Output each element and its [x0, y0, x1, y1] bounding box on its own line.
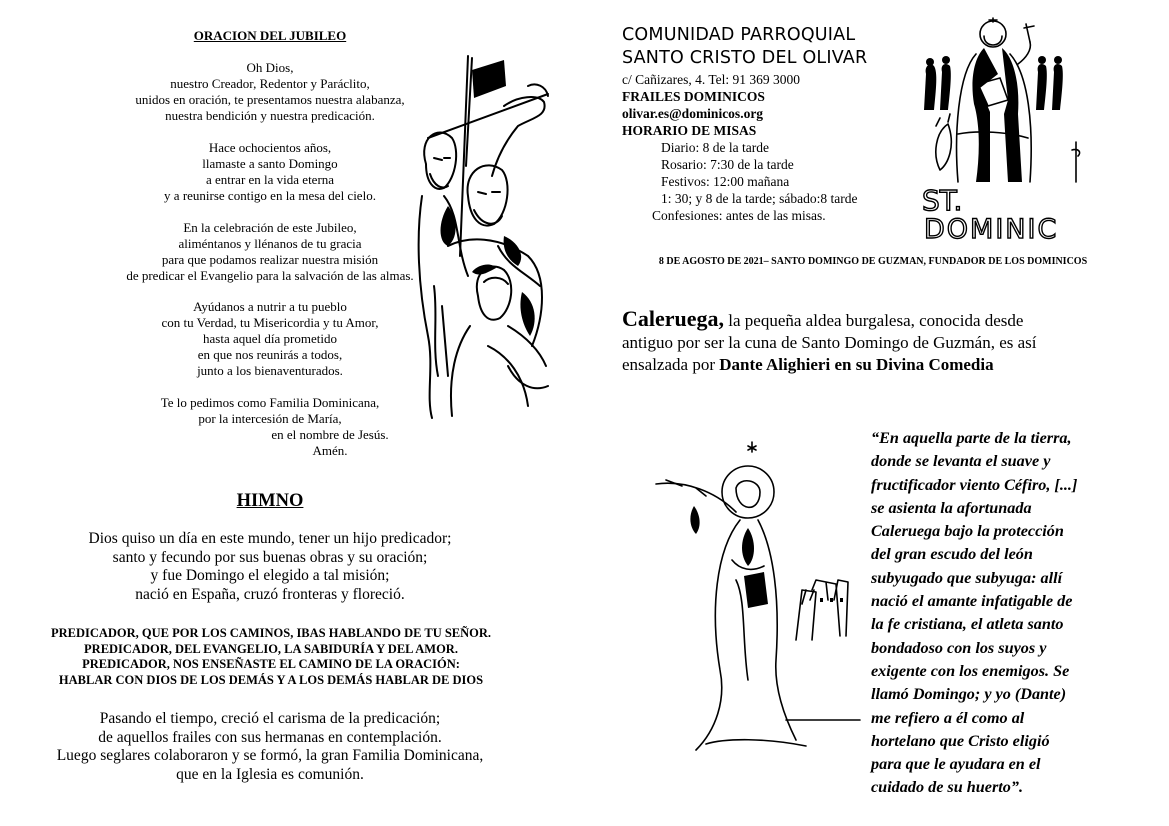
quote-line: cuidado de su huerto”. — [871, 778, 1024, 797]
text-line: y a reunirse contigo en la mesa del cielo. — [164, 188, 376, 203]
schedule-rosary: Rosario: 7:30 de la tarde — [661, 157, 794, 172]
text-line: En la celebración de este Jubileo, — [183, 220, 357, 235]
quote-line: nació el amante infatigable de — [871, 592, 1073, 611]
text-line: Amén. — [312, 443, 348, 458]
place-name: Caleruega, — [622, 306, 725, 331]
quote-line: me refiero a él como al — [871, 708, 1025, 727]
quote-line: hortelano que Cristo eligió — [871, 731, 1050, 750]
quote-line: donde se levanta el suave y — [871, 452, 1051, 471]
feast-date-line: 8 DE AGOSTO DE 2021– SANTO DOMINGO DE GUZMAN, FUNDADOR DE LOS DOMINICOS — [658, 256, 1088, 267]
text-line: Dios quiso un día en este mundo, tener un hijo predicador; — [88, 530, 452, 547]
quote-line: fructificador viento Céfiro, [...] — [871, 475, 1078, 494]
prayer-title: ORACION DEL JUBILEO — [193, 28, 347, 43]
text-line: Pasando el tiempo, creció el carisma de la predicación; — [99, 710, 441, 727]
quote-line: para que le ayudara en el — [871, 755, 1041, 774]
intro-text: ensalzada por — [622, 355, 720, 374]
text-line: Te lo pedimos como Familia Dominicana, — [160, 395, 380, 410]
text-line: de aquellos frailes con sus hermanas en contemplación. — [98, 728, 442, 746]
text-line: nuestro Creador, Redentor y Paráclito, — [170, 76, 370, 91]
intro-text: antiguo por ser la cuna de Santo Domingo de Guzmán, es así — [622, 333, 1037, 352]
dante-quote — [871, 427, 1141, 800]
text-line: que en la Iglesia es comunión. — [176, 765, 364, 783]
email: olivar.es@dominicos.org — [622, 106, 764, 121]
text-line: PREDICADOR, QUE POR LOS CAMINOS, IBAS HABLANDO DE TU SEÑOR. — [50, 626, 492, 640]
st-dominic-wordmark — [918, 184, 1088, 244]
parish-name-line: COMUNIDAD PARROQUIAL — [622, 25, 856, 45]
text-line: a entrar en la vida eterna — [205, 172, 335, 187]
text-line: PREDICADOR, DEL EVANGELIO, LA SABIDURÍA Y DEL AMOR. — [84, 641, 458, 656]
quote-line: del gran escudo del león — [871, 545, 1033, 564]
text-line: aliméntanos y llénanos de tu gracia — [178, 236, 362, 251]
parish-info — [622, 71, 857, 224]
text-line: junto a los bienaventurados. — [197, 363, 343, 378]
intro-text: la pequeña aldea burgalesa, conocida desde — [724, 311, 1024, 330]
text-line: y fue Domingo el elegido a tal misión; — [150, 567, 390, 584]
text-line: hasta aquel día prometido — [203, 331, 337, 346]
text-line: HABLAR CON DIOS DE LOS DEMÁS Y A LOS DEMÁS HABLAR DE DIOS — [58, 672, 484, 687]
schedule-holidays: Festivos: 12:00 mañana — [661, 174, 790, 189]
hymn-refrain — [18, 626, 524, 688]
dante-reference: Dante Alighieri en su Divina Comedia — [719, 355, 994, 374]
quote-line: se asienta la afortunada — [871, 498, 1032, 517]
quote-line: “En aquella parte de la tierra, — [871, 429, 1072, 447]
text-line: santo y fecundo por sus buenas obras y su oración; — [112, 548, 428, 566]
quote-line: Caleruega bajo la protección — [871, 522, 1064, 541]
quote-line: exigente con los enemigos. Se — [871, 661, 1070, 680]
mass-schedule-heading: HORARIO DE MISAS — [622, 123, 757, 138]
parish-name — [622, 24, 867, 70]
parish-name-line: SANTO CRISTO DEL OLIVAR — [622, 48, 868, 68]
text-line: en el nombre de Jesús. — [271, 427, 389, 442]
quote-line: la fe cristiana, el atleta santo — [871, 615, 1064, 634]
hymn-verse — [20, 710, 520, 784]
logo-line-1: ST. — [922, 184, 963, 217]
schedule-daily: Diario: 8 de la tarde — [661, 140, 769, 155]
text-line: por la intercesión de María, — [198, 411, 342, 426]
text-line: Ayúdanos a nutrir a tu pueblo — [193, 299, 347, 314]
text-line: para que podamos realizar nuestra misión — [161, 252, 379, 267]
text-line: llamaste a santo Domingo — [202, 156, 338, 171]
friars-label: FRAILES DOMINICOS — [622, 89, 765, 104]
address: c/ Cañizares, 4. Tel: 91 369 3000 — [622, 72, 801, 87]
text-line: Hace ochocientos años, — [208, 140, 332, 155]
quote-line: bondadoso con los suyos y — [871, 638, 1047, 657]
logo-line-2: DOMINIC — [924, 214, 1059, 244]
quote-line: llamó Domingo; y yo (Dante) — [871, 685, 1067, 704]
hymn-title: HIMNO — [236, 491, 304, 511]
hymn-verse — [20, 530, 520, 604]
text-line: unidos en oración, te presentamos nuestra alabanza, — [135, 92, 405, 107]
text-line: Oh Dios, — [246, 60, 294, 75]
text-line: en que nos reunirás a todos, — [197, 347, 343, 362]
text-line: Luego seglares colaboraron y se formó, la gran Familia Dominicana, — [56, 747, 484, 764]
pilgrim-saint-illustration — [636, 440, 866, 760]
text-line: PREDICADOR, NOS ENSEÑASTE EL CAMINO DE LA ORACIÓN: — [82, 657, 460, 671]
schedule-weekend: 1: 30; y 8 de la tarde; sábado:8 tarde — [661, 191, 858, 206]
text-line: nuestra bendición y nuestra predicación. — [165, 108, 375, 123]
text-line: de predicar el Evangelio para la salvación de las almas. — [126, 268, 414, 283]
st-dominic-illustration — [918, 14, 1088, 194]
intro-paragraph — [622, 308, 1122, 376]
saints-with-cross-illustration — [408, 46, 558, 424]
text-line: nació en España, cruzó fronteras y floreció. — [135, 585, 405, 603]
confessions: Confesiones: antes de las misas. — [652, 208, 826, 223]
quote-line: subyugado que subyuga: allí — [871, 568, 1063, 587]
text-line: con tu Verdad, tu Misericordia y tu Amor, — [161, 315, 379, 330]
